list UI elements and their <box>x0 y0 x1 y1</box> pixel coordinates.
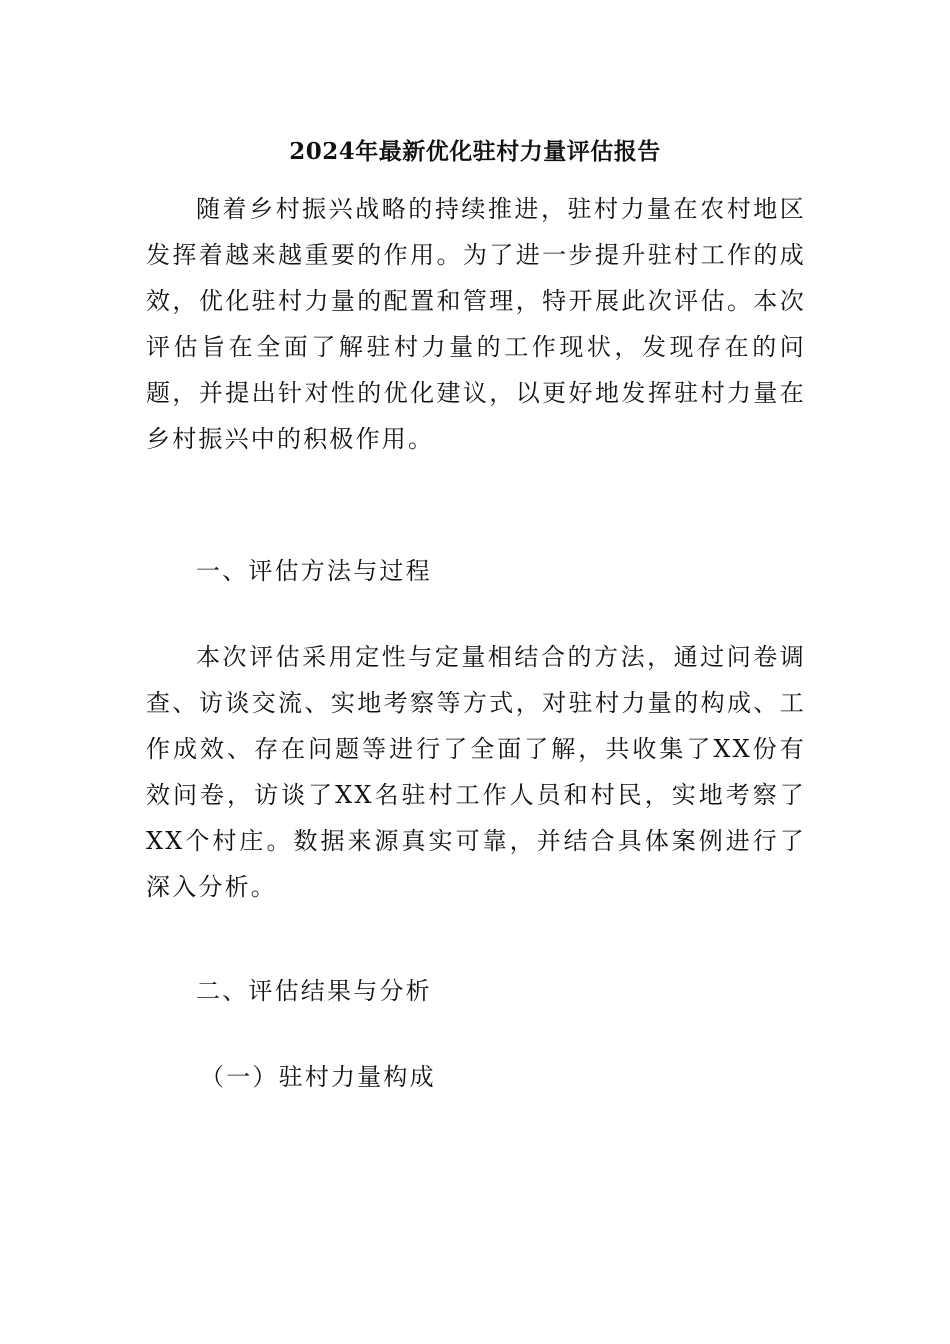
subsection-heading-composition: （一）驻村力量构成 <box>200 1063 436 1091</box>
methods-paragraph: 本次评估采用定性与定量相结合的方法，通过问卷调查、访谈交流、实地考察等方式，对驻村力量的构成、工作成效、存在问题等进行了全面了解，共收集了XX份有效问卷，访谈了XX名驻村工作人员和村民，实地考察了XX个村庄。数据来源真实可靠，并结合具体案例进行了深入分析。 <box>146 643 806 901</box>
section-heading-methods: 一、评估方法与过程 <box>196 557 432 585</box>
intro-paragraph: 随着乡村振兴战略的持续推进，驻村力量在农村地区发挥着越来越重要的作用。为了进一步提升驻村工作的成效，优化驻村力量的配置和管理，特开展此次评估。本次评估旨在全面了解驻村力量的工作现状，发现存在的问题，并提出针对性的优化建议，以更好地发挥驻村力量在乡村振兴中的积极作用。 <box>146 195 806 453</box>
section-heading-results: 二、评估结果与分析 <box>196 977 432 1005</box>
document-title: 2024年最新优化驻村力量评估报告 <box>289 138 661 165</box>
